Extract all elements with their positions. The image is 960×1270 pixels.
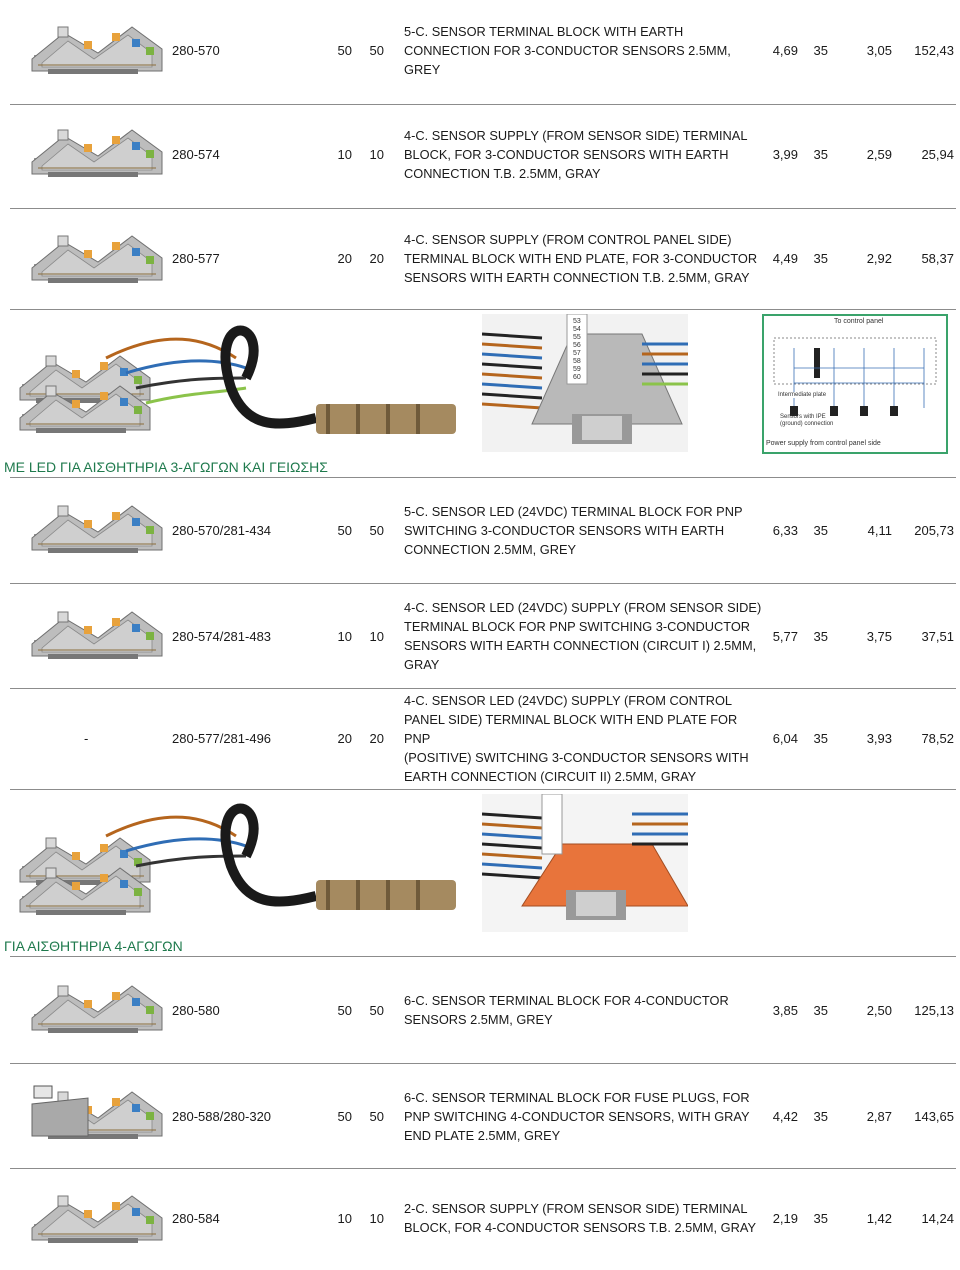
sensor-wiring-photo xyxy=(16,318,476,448)
list-price: 4,49 xyxy=(772,250,798,266)
min-qty: 20 xyxy=(369,730,384,746)
terminal-strip-photo xyxy=(482,314,688,452)
product-description: 4-C. SENSOR LED (24VDC) SUPPLY (FROM SENSOR SIDE) TERMINAL BLOCK FOR PNP SWITCHING 3-CONDUCTOR SENSORS WITH EARTH CONNECTION (CIRCUIT I) 2.5MM, GRAY xyxy=(404,600,762,672)
terminal-block-image xyxy=(28,486,168,570)
terminal-block-image xyxy=(28,592,168,676)
product-description: 4-C. SENSOR SUPPLY (FROM SENSOR SIDE) TERMINAL BLOCK, FOR 3-CONDUCTOR SENSORS WITH EARTH CONNECTION T.B. 2.5MM, GRAY xyxy=(404,127,748,181)
total-price: 78,52 xyxy=(921,730,954,746)
discount: 35 xyxy=(813,1210,828,1226)
min-qty: 50 xyxy=(369,42,384,58)
min-qty: 10 xyxy=(369,628,384,644)
table-row xyxy=(0,1064,960,1168)
marker-label: 55 xyxy=(573,334,581,341)
discount: 35 xyxy=(813,1108,828,1124)
list-price: 6,33 xyxy=(772,522,798,538)
discount: 35 xyxy=(813,146,828,162)
discount: 35 xyxy=(813,522,828,538)
row-divider xyxy=(10,309,956,310)
total-price: 205,73 xyxy=(914,522,954,538)
total-price: 37,51 xyxy=(921,628,954,644)
product-code: 280-570/281-434 xyxy=(172,522,272,538)
pack-qty: 50 xyxy=(337,1002,352,1018)
net-price: 3,93 xyxy=(866,730,892,746)
row-divider xyxy=(10,789,956,790)
terminal-block-image xyxy=(28,14,168,84)
marker-label: 56 xyxy=(573,342,581,349)
discount: 35 xyxy=(813,250,828,266)
list-price: 2,19 xyxy=(772,1210,798,1226)
discount: 35 xyxy=(813,628,828,644)
terminal-block-image xyxy=(28,216,168,300)
net-price: 3,05 xyxy=(866,42,892,58)
row-divider xyxy=(10,688,956,689)
table-row xyxy=(0,584,960,688)
terminal-strip-orange-photo xyxy=(482,794,688,932)
net-price: 3,75 xyxy=(866,628,892,644)
net-price: 4,11 xyxy=(867,522,892,538)
list-price: 3,85 xyxy=(772,1002,798,1018)
pack-qty: 10 xyxy=(337,146,352,162)
product-code: 280-588/280-320 xyxy=(172,1108,272,1124)
sensor-wiring-photo xyxy=(16,796,476,926)
min-qty: 50 xyxy=(369,1108,384,1124)
product-description: 5-C. SENSOR LED (24VDC) TERMINAL BLOCK FOR PNP SWITCHING 3-CONDUCTOR SENSORS WITH EARTH CONNECTION 2.5MM, GREY xyxy=(404,503,743,557)
table-row xyxy=(0,478,960,582)
diagram-sensors-label: Sensors with IPE (ground) connection xyxy=(780,414,834,427)
pack-qty: 50 xyxy=(337,1108,352,1124)
min-qty: 20 xyxy=(369,250,384,266)
diagram-intermediate-label: Intermediate plate xyxy=(778,392,827,398)
total-price: 25,94 xyxy=(921,146,954,162)
product-description: 5-C. SENSOR TERMINAL BLOCK WITH EARTH CONNECTION FOR 3-CONDUCTOR SENSORS 2.5MM, GREY xyxy=(404,23,731,77)
product-description: 6-C. SENSOR TERMINAL BLOCK FOR 4-CONDUCTOR SENSORS 2.5MM, GREY xyxy=(404,993,729,1027)
total-price: 125,13 xyxy=(914,1002,954,1018)
min-qty: 10 xyxy=(369,1210,384,1226)
list-price: 3,99 xyxy=(772,146,798,162)
total-price: 143,65 xyxy=(914,1108,954,1124)
pack-qty: 50 xyxy=(337,42,352,58)
net-price: 2,59 xyxy=(866,146,892,162)
table-row xyxy=(0,1170,960,1266)
terminal-block-image xyxy=(28,112,168,192)
section-heading: ΓΙΑ ΑΙΣΘΗΤΗΡΙΑ 4-ΑΓΩΓΩΝ xyxy=(4,938,183,954)
list-price: 4,42 xyxy=(772,1108,798,1124)
pack-qty: 20 xyxy=(337,730,352,746)
discount: 35 xyxy=(813,1002,828,1018)
marker-label: 53 xyxy=(573,318,581,325)
total-price: 58,37 xyxy=(921,250,954,266)
min-qty: 10 xyxy=(369,146,384,162)
marker-label: 60 xyxy=(573,374,581,381)
row-divider xyxy=(10,956,956,957)
product-code: 280-577 xyxy=(172,250,220,266)
row-divider xyxy=(10,1168,956,1169)
net-price: 1,42 xyxy=(866,1210,892,1226)
row-marker: - xyxy=(84,730,89,746)
min-qty: 50 xyxy=(369,522,384,538)
terminal-block-image xyxy=(28,1176,168,1260)
wiring-diagram xyxy=(762,314,948,454)
terminal-block-image xyxy=(28,966,168,1050)
product-code: 280-580 xyxy=(172,1002,220,1018)
product-description: 4-C. SENSOR LED (24VDC) SUPPLY (FROM CONTROL PANEL SIDE) TERMINAL BLOCK WITH END PLATE FOR PNP (POSITIVE) SWITCHING 3-CONDUCTOR SENSORS WITH EARTH CONNECTION (CIRCUIT II) 2.5MM, GRAY xyxy=(404,692,749,784)
list-price: 5,77 xyxy=(772,628,798,644)
pack-qty: 50 xyxy=(337,522,352,538)
marker-label: 54 xyxy=(573,326,581,333)
product-code: 280-584 xyxy=(172,1210,220,1226)
product-description: 6-C. SENSOR TERMINAL BLOCK FOR FUSE PLUGS, FOR PNP SWITCHING 4-CONDUCTOR SENSORS, WITH GRAY END PLATE 2.5MM, GREY xyxy=(404,1089,750,1143)
net-price: 2,87 xyxy=(866,1108,892,1124)
product-code: 280-570 xyxy=(172,42,220,58)
list-price: 4,69 xyxy=(772,42,798,58)
table-row xyxy=(0,690,960,786)
table-row xyxy=(0,0,960,100)
product-code: 280-577/281-496 xyxy=(172,730,272,746)
product-code: 280-574 xyxy=(172,146,220,162)
discount: 35 xyxy=(813,730,828,746)
min-qty: 50 xyxy=(369,1002,384,1018)
section-heading: ΜΕ LED ΓΙΑ ΑΙΣΘΗΤΗΡΙΑ 3-ΑΓΩΓΩΝ ΚΑΙ ΓΕΙΩΣΗΣ xyxy=(4,459,328,475)
net-price: 2,50 xyxy=(866,1002,892,1018)
diagram-top-label: To control panel xyxy=(834,318,884,325)
product-description: 4-C. SENSOR SUPPLY (FROM CONTROL PANEL SIDE) TERMINAL BLOCK WITH END PLATE, FOR 3-CONDUCTOR SENSORS WITH EARTH CONNECTION T.B. 2.5MM, GRAY xyxy=(404,231,758,285)
marker-label: 57 xyxy=(573,350,581,357)
product-code: 280-574/281-483 xyxy=(172,628,272,644)
pack-qty: 20 xyxy=(337,250,352,266)
pack-qty: 10 xyxy=(337,1210,352,1226)
diagram-bottom-label: Power supply from control panel side xyxy=(766,440,881,447)
marker-label: 58 xyxy=(573,358,581,365)
marker-label: 59 xyxy=(573,366,581,373)
list-price: 6,04 xyxy=(772,730,798,746)
table-row xyxy=(0,104,960,204)
discount: 35 xyxy=(813,42,828,58)
total-price: 152,43 xyxy=(914,42,954,58)
product-description: 2-C. SENSOR SUPPLY (FROM SENSOR SIDE) TERMINAL BLOCK, FOR 4-CONDUCTOR SENSORS T.B. 2.5MM, GRAY xyxy=(404,1201,756,1235)
table-row xyxy=(0,208,960,308)
total-price: 14,24 xyxy=(921,1210,954,1226)
terminal-block-fuse-image xyxy=(28,1068,168,1160)
table-row xyxy=(0,958,960,1062)
net-price: 2,92 xyxy=(866,250,892,266)
pack-qty: 10 xyxy=(337,628,352,644)
